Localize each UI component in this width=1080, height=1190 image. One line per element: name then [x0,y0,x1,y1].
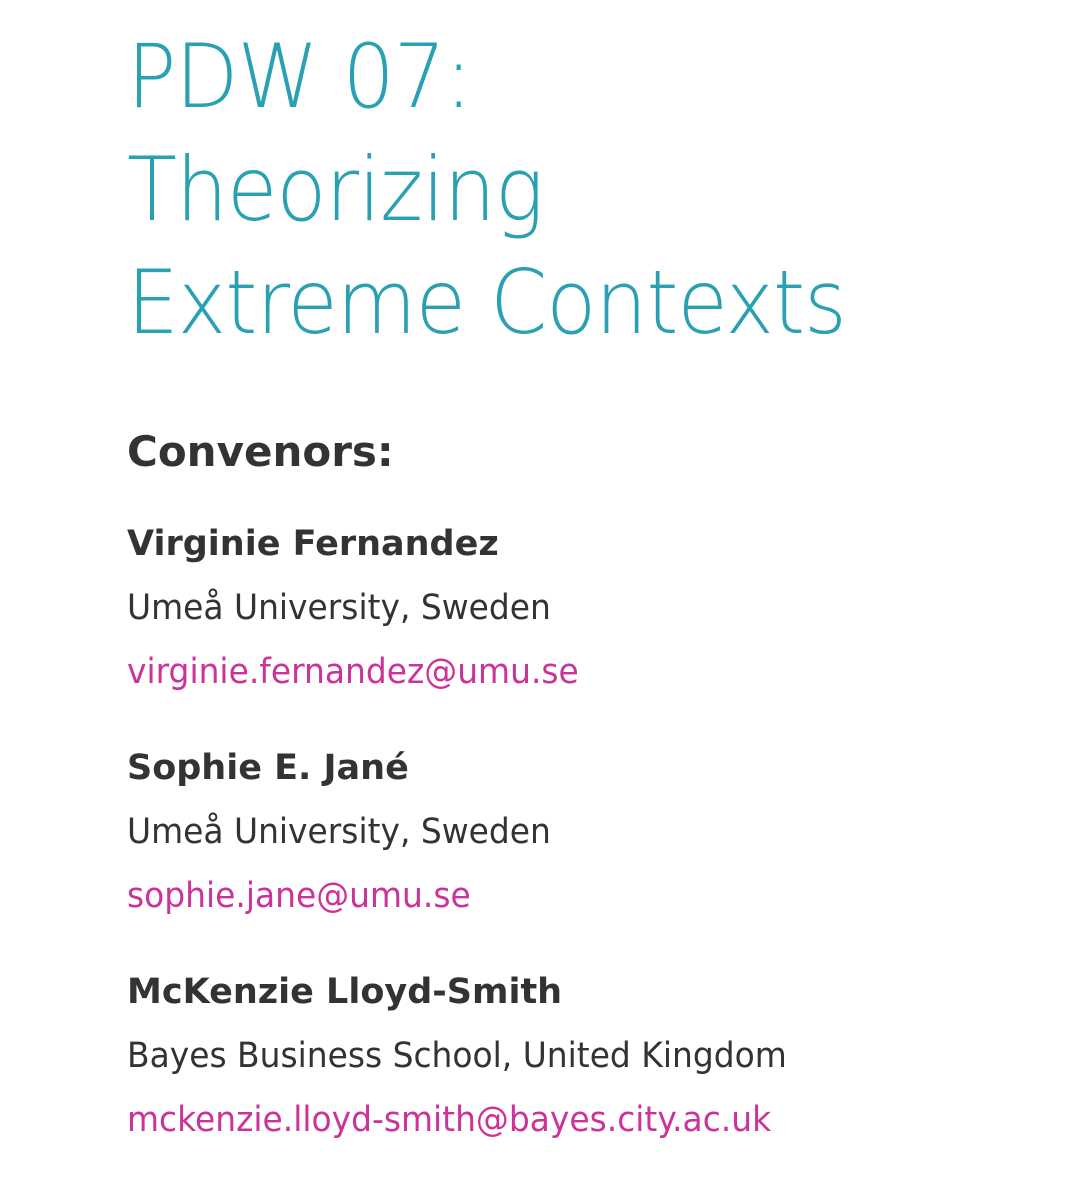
convenor-name: Sophie E. Jané [127,748,409,788]
page-content [127,0,1057,1140]
convenor-affiliation: Bayes Business School, United Kingdom [127,1036,787,1076]
title-line-2: Theorizing [127,138,544,241]
convenor-email-link[interactable]: virginie.fernandez@umu.se [127,652,579,692]
convenor-item [127,522,1057,694]
convenor-item [127,970,1057,1142]
convenor-name: McKenzie Lloyd-Smith [127,972,563,1012]
convenor-item [127,746,1057,918]
title-line-3: Extreme Contexts [127,251,846,354]
convenor-affiliation: Umeå University, Sweden [127,812,551,852]
title-line-1: PDW 07: [127,25,472,128]
convenors-heading: Convenors: [127,427,394,476]
convenor-affiliation: Umeå University, Sweden [127,588,551,628]
convenor-email-link[interactable]: mckenzie.lloyd-smith@bayes.city.ac.uk [127,1100,772,1140]
convenor-name: Virginie Fernandez [127,524,499,564]
convenor-email-link[interactable]: sophie.jane@umu.se [127,876,471,916]
page-title [127,0,992,359]
